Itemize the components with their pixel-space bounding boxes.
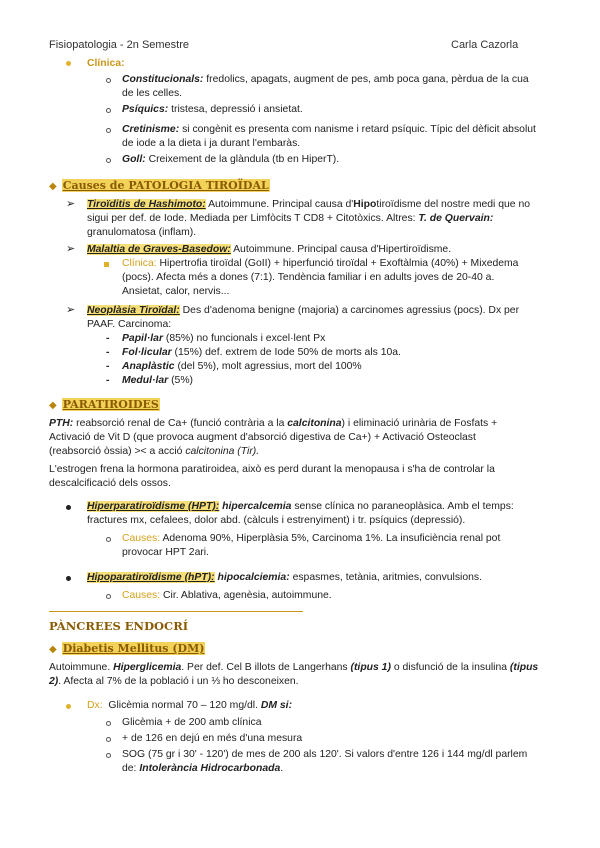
hipopara-causes: Causes: Cir. Ablativa, agenèsia, autoimmune. bbox=[122, 590, 332, 601]
estrogen-line-1: L'estrogen frena la hormona paratiroidea, això es perd durant la menopausa i s'ha de controlar la bbox=[49, 464, 495, 475]
carcinoma-item: Papil·lar (85%) no funcionals i excel·lent Px bbox=[122, 333, 326, 344]
carcinoma-item: Anaplàstic (del 5%), molt agressius, mort del 100% bbox=[122, 361, 362, 372]
carcinoma-item: Medul·lar (5%) bbox=[122, 375, 194, 386]
clinica-item-4: Goll: Creixement de la glàndula (tb en HiperT). bbox=[122, 154, 340, 165]
dx-item: SOG (75 gr i 30' - 120') de mes de 200 als 120'. Si valors d'entre 126 i 144 mg/dl parlem bbox=[122, 749, 528, 760]
clinica-item-3-cont: de iode a la dieta i ja durant l'embaràs. bbox=[122, 138, 301, 149]
circle-bullet-icon bbox=[106, 158, 111, 163]
dx-item-cont: de: Intolerància Hidrocarbonada. bbox=[122, 763, 284, 774]
pth-line-3: (reabsorció òssia) >< a acció calcitonina (Tir). bbox=[49, 446, 260, 457]
dm-line-1: Autoimmune. Hiperglicemia. Per def. Cel B illots de Langerhans (tipus 1) o disfunció de la insulina (tipus bbox=[49, 662, 539, 673]
hiperpara-causes-1: Causes: Adenoma 90%, Hiperplàsia 5%, Carcinoma 1%. La insuficiència renal pot bbox=[122, 533, 501, 544]
clinica-item-1: Constitucionals: fredolics, apagats, augment de pes, amb poca gana, pèrdua de la cua bbox=[122, 74, 529, 85]
clinica-item-2: Psíquics: tristesa, depressió i ansietat. bbox=[122, 104, 303, 115]
clinica-item-1-cont: de les celles. bbox=[122, 88, 183, 99]
diamond-icon: ◆ bbox=[49, 644, 57, 655]
hiperpara-line-2: fractures mx, cefalees, dolor abd. (càlculs i estrenyiment) i tr. psíquics (depressió). bbox=[87, 515, 466, 526]
graves-clinica-1: Clínica: Hipertrofia tiroïdal (GoII) + hiperfunció tiroïdal + Exoftàlmia (40%) + Mixedema bbox=[122, 258, 519, 269]
clinica-label: Clínica: bbox=[87, 58, 125, 69]
circle-bullet-icon bbox=[106, 128, 111, 133]
arrow-bullet-icon: ➢ bbox=[66, 304, 76, 316]
hiperpara-causes-2: provocar HPT 2ari. bbox=[122, 547, 210, 558]
dx-item: + de 126 en dejú en més d'una mesura bbox=[122, 733, 303, 744]
dash-bullet-icon: - bbox=[106, 375, 110, 386]
hiperpara-line-1: Hiperparatiroïdisme (HPT): hipercalcemia sense clínica no paraneoplàsica. Amb el temps: bbox=[87, 501, 514, 512]
carcinoma-item: Fol·licular (15%) def. extrem de Iode 50% de morts als 10a. bbox=[122, 347, 401, 358]
bullet-icon bbox=[66, 61, 71, 66]
dx-item: Glicèmia + de 200 amb clínica bbox=[122, 717, 262, 728]
circle-bullet-icon bbox=[106, 737, 111, 742]
header-subject: Fisiopatologia - 2n Semestre bbox=[49, 39, 190, 51]
square-bullet-icon bbox=[104, 262, 109, 267]
neoplasia-line-2: PAAF. Carcinoma: bbox=[87, 319, 172, 330]
circle-bullet-icon bbox=[106, 594, 111, 599]
section-divider bbox=[49, 611, 303, 612]
section-title-paratiroides: ◆ PARATIROIDES bbox=[49, 398, 159, 411]
graves-clinica-3: Ansietat, calor, nervis... bbox=[122, 286, 230, 297]
hashimoto-line-1: Tiroïditis de Hashimoto: Autoimmune. Principal causa d'Hipotiroïdisme del nostre medi que no bbox=[87, 199, 531, 210]
bullet-icon bbox=[66, 704, 71, 709]
header-author: Carla Cazorla bbox=[451, 39, 519, 51]
graves-clinica-2: (pocs). Afecta més a dones (7:1). Tendència familiar i en adults joves de 20-40 a. bbox=[122, 272, 495, 283]
circle-bullet-icon bbox=[106, 78, 111, 83]
section-title-pancrees: PÀNCREES ENDOCRÍ bbox=[49, 619, 189, 633]
arrow-bullet-icon: ➢ bbox=[66, 243, 76, 255]
circle-bullet-icon bbox=[106, 753, 111, 758]
circle-bullet-icon bbox=[106, 721, 111, 726]
hashimoto-line-2: sigui per def. de Iode. Mediada per Limfòcits T CD8 + Citotòxics. Altres: T. de Quervain: bbox=[87, 213, 494, 224]
dash-bullet-icon: - bbox=[106, 347, 110, 358]
circle-bullet-icon bbox=[106, 108, 111, 113]
pth-line-1: PTH: reabsorció renal de Ca+ (funció contrària a la calcitonina) i eliminació urinària de Fosfats + bbox=[49, 418, 498, 429]
dash-bullet-icon: - bbox=[106, 333, 110, 344]
clinica-item-3: Cretinisme: si congènit es presenta com nanisme i retard psíquic. Típic del dèficit absolut bbox=[122, 124, 536, 135]
estrogen-line-2: descalcificació dels ossos. bbox=[49, 478, 171, 489]
dm-line-2: 2). Afecta al 7% de la població i un ⅓ ho desconeixen. bbox=[49, 676, 299, 687]
diamond-icon: ◆ bbox=[49, 400, 57, 411]
graves-line: Malaltia de Graves-Basedow: Autoimmune. Principal causa d'Hipertiroïdisme. bbox=[87, 244, 452, 255]
bullet-icon bbox=[66, 505, 71, 510]
diamond-icon: ◆ bbox=[49, 181, 57, 192]
circle-bullet-icon bbox=[106, 537, 111, 542]
section-title-dm: ◆ Diabetis Mellitus (DM) bbox=[49, 642, 205, 655]
bullet-icon bbox=[66, 576, 71, 581]
hashimoto-line-3: granulomatosa (inflam). bbox=[87, 227, 197, 238]
pth-line-2: Activació de Vit D (que provoca augment d'absorció digestiva de Ca+) + Activació Osteoclast bbox=[49, 432, 476, 443]
arrow-bullet-icon: ➢ bbox=[66, 198, 76, 210]
hipopara-line: Hipoparatiroïdisme (hPT): hipocalciemia: espasmes, tetània, aritmies, convulsions. bbox=[87, 572, 482, 583]
dash-bullet-icon: - bbox=[106, 361, 110, 372]
dx-line: Dx: Glicèmia normal 70 – 120 mg/dl. DM si: bbox=[87, 700, 293, 711]
section-title-causes: ◆ Causes de PATOLOGIA TIROÏDAL bbox=[49, 179, 269, 192]
neoplasia-line-1: Neoplàsia Tiroïdal: Des d'adenoma benigne (majoria) a carcinomes agressius (pocs). Dx per bbox=[87, 305, 520, 316]
